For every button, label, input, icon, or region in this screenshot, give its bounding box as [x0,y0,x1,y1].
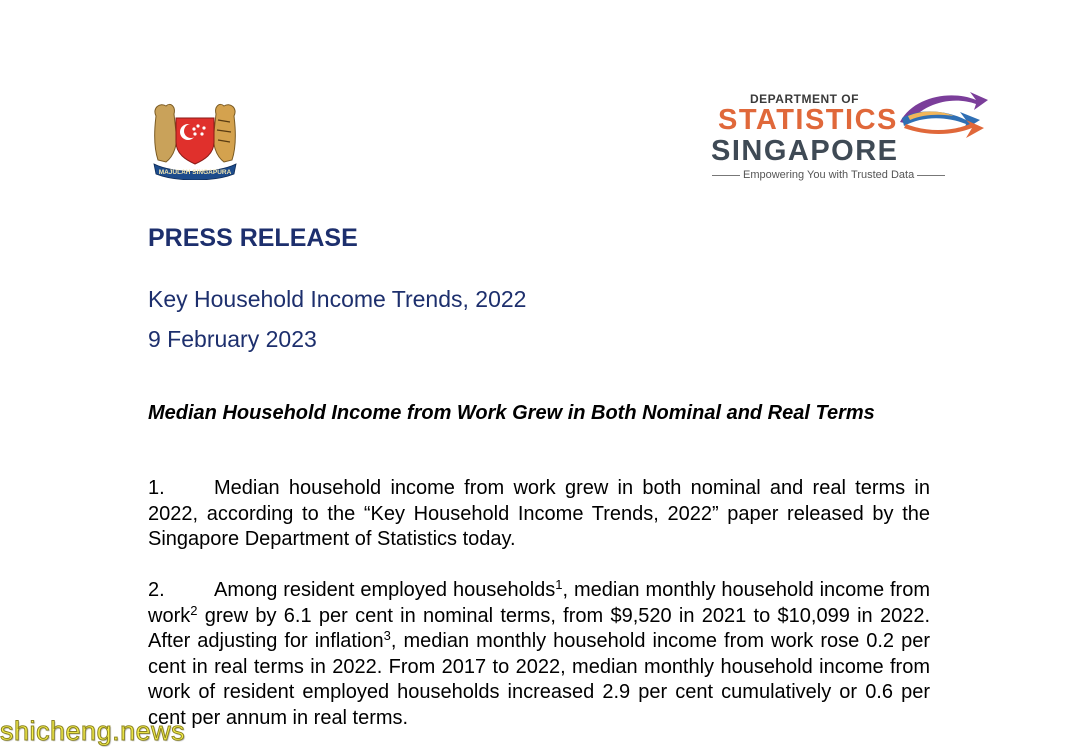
dos-tagline [712,169,945,181]
paragraph-text: grew by 6.1 per cent in nominal terms, from $9,520 in 2021 to $10,099 in 2022. After adjusting for inflation [148,604,930,653]
press-release-label: PRESS RELEASE [148,224,358,252]
singapore-coat-of-arms-icon [148,98,242,180]
footnote-marker-3: 3 [383,628,391,644]
dos-statistics-text: STATISTICS [718,104,898,136]
watermark: shicheng.news [0,716,186,746]
dos-singapore-text: SINGAPORE [711,135,899,167]
dos-tagline-text: Empowering You with Trusted Data [743,169,915,181]
release-title: Key Household Income Trends, 2022 [148,286,527,312]
tagline-left-rule [712,175,740,176]
paragraph-2 [148,578,930,732]
singapore-crest-logo [148,98,242,180]
dos-singapore-logo [708,88,998,184]
paragraph-number: 2. [148,579,165,601]
footnote-marker-2: 2 [190,602,198,618]
footnote-marker-1: 1 [555,577,563,592]
paragraph-text: Among resident employed households [214,579,556,601]
paragraph-text: , median monthly household income from work rose 0.2 per cent in real terms in 2022. From 2017 to 2022, median monthly household income from work of resident employed households increased 2.9 per cent cumulatively or 0.6 per cent per annum in real terms. [148,630,930,729]
section-heading: Median Household Income from Work Grew in Both Nominal and Real Terms [148,402,875,424]
crest-motto: MAJULAH SINGAPURA [158,169,232,176]
dos-department-text: DEPARTMENT OF [750,92,859,106]
dos-swoosh-icon [896,88,992,148]
paragraph-text: , median monthly household income from work [148,579,930,627]
release-date: 9 February 2023 [148,326,317,352]
paragraph-number: 1. [148,477,165,499]
paragraph-text: Median household income from work grew in both nominal and real terms in 2022, according to the “Key Household Income Trends, 2022” paper released by the Singapore Department of Statistics today. [148,477,930,551]
paragraph-1 [148,476,930,553]
tagline-right-rule [917,175,945,176]
